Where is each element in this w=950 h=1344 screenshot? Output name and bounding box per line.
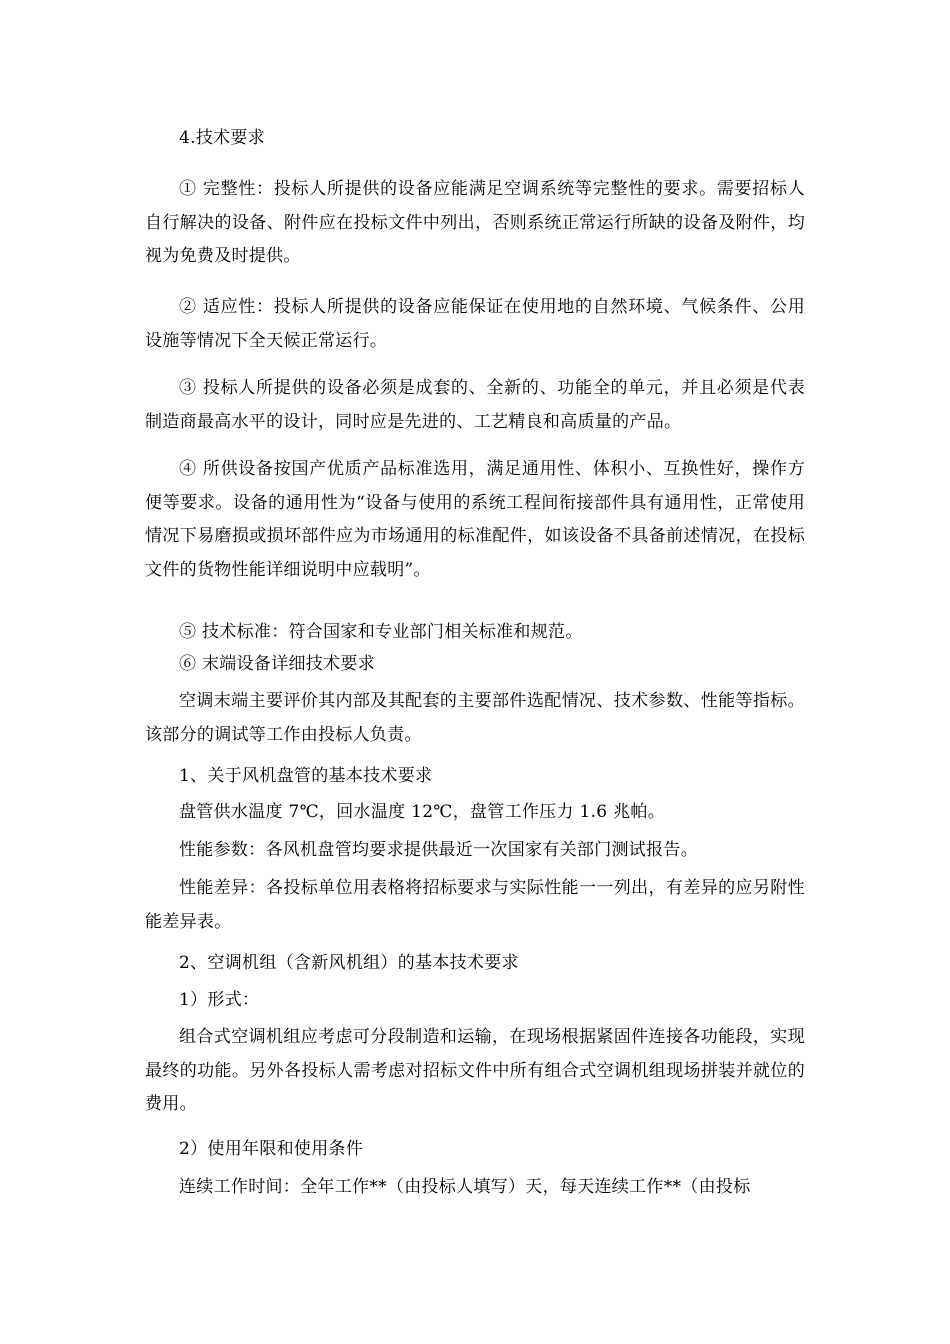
paragraph-service-life-heading: 2）使用年限和使用条件 (179, 1139, 364, 1159)
paragraph-performance-differences: 性能差异：各投标单位用表格将招标要求与实际性能一一列出，有差异的应另附性能差异表。 (145, 878, 805, 932)
paragraph-performance-parameters: 性能参数：各风机盘管均要求提供最近一次国家有关部门测试报告。 (179, 840, 698, 860)
paragraph-fan-coil-temperature: 盘管供水温度 7℃，回水温度 12℃，盘管工作压力 1.6 兆帕。 (179, 802, 666, 822)
paragraph-equipment-quality: ③ 投标人所提供的设备必须是成套的、全新的、功能全的单元，并且必须是代表制造商最高水平的设计，同时应是先进的、工艺精良和高质量的产品。 (145, 378, 805, 432)
paragraph-generality: ④ 所供设备按国产优质产品标准选用，满足通用性、体积小、互换性好，操作方便等要求。设备的通用性为“设备与使用的系统工程间衔接部件具有通用性，正常使用情况下易磨损或损坏部件应为市场通用的标准配件，如该设备不具备前述情况，在投标文件的货物性能详细说明中应载明”。 (145, 459, 805, 580)
paragraph-combined-air-handler: 组合式空调机组应考虑可分段制造和运输，在现场根据紧固件连接各功能段，实现最终的功能。另外各投标人需考虑对招标文件中所有组合式空调机组现场拼装并就位的费用。 (145, 1027, 805, 1114)
paragraph-terminal-heading: ⑥ 末端设备详细技术要求 (179, 654, 376, 674)
paragraph-terminal-evaluation: 空调末端主要评价其内部及其配套的主要部件选配情况、技术参数、性能等指标。该部分的调试等工作由投标人负责。 (145, 691, 805, 745)
paragraph-form-heading: 1）形式： (179, 990, 260, 1010)
paragraph-continuous-work-time: 连续工作时间：全年工作**（由投标人填写）天，每天连续工作**（由投标 (179, 1177, 751, 1197)
paragraph-technical-standard: ⑤ 技术标准：符合国家和专业部门相关标准和规范。 (179, 622, 583, 642)
paragraph-fan-coil-heading: 1、关于风机盘管的基本技术要求 (179, 766, 433, 786)
paragraph-adaptability: ② 适应性：投标人所提供的设备应能保证在使用地的自然环境、气候条件、公用设施等情况下全天候正常运行。 (145, 297, 805, 351)
section-heading: 4.技术要求 (179, 128, 266, 148)
paragraph-air-handler-heading: 2、空调机组（含新风机组）的基本技术要求 (179, 953, 519, 973)
paragraph-completeness: ① 完整性：投标人所提供的设备应能满足空调系统等完整性的要求。需要招标人自行解决的设备、附件应在投标文件中列出，否则系统正常运行所缺的设备及附件，均视为免费及时提供。 (145, 179, 805, 266)
